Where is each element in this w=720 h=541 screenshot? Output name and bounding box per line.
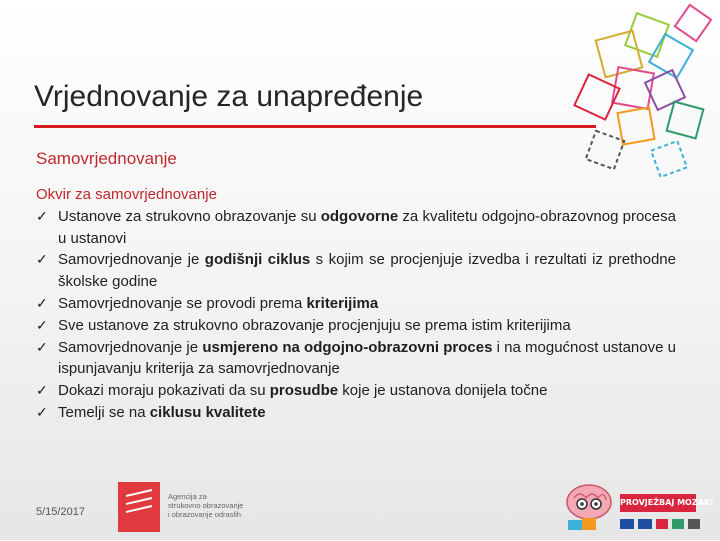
bullet-text-run: Samovrjednovanje je [58, 338, 203, 356]
checkmark-icon: ✓ [36, 207, 48, 224]
bullet-text-run: Sve ustanove za strukovno obrazovanje procjenjuju se prema istim kriterijima [58, 316, 571, 334]
bullet-text [58, 251, 676, 290]
slide-title: Vrjednovanje za unapređenje [34, 80, 424, 113]
bullet-text-run: koje je ustanova donijela točne [338, 382, 548, 400]
bullet-bold-text: ciklusu kvalitete [149, 403, 266, 421]
title-underline [34, 125, 596, 128]
bullet-text-run: Temelji se na [58, 403, 150, 421]
bullet-text [58, 317, 571, 334]
agency-logo-text [168, 492, 243, 519]
checkmark-icon: ✓ [36, 403, 48, 420]
checkmark-icon: ✓ [36, 382, 48, 399]
bullet-bold-text: usmjereno na odgojno-obrazovni proces [202, 338, 493, 356]
section-heading: Okvir za samovrjednovanje [36, 186, 217, 203]
bullet-list [36, 206, 676, 424]
bullet-text-run: za kvalitetu odgojno-obrazovnog procesa u ustanovi [58, 207, 676, 247]
badge-label: PROVJEŽBAJ MOZAK! [620, 494, 696, 512]
bullet-item [36, 249, 676, 293]
logo-line: i obrazovanje odraslih [168, 510, 241, 519]
bullet-bold-text: kriterijima [306, 294, 379, 312]
checkmark-icon: ✓ [36, 294, 48, 311]
bullet-text-run: Ustanove za strukovno obrazovanje su [58, 207, 321, 225]
bullet-text-run: Dokazi moraju pokazivati da su [58, 382, 270, 400]
decorative-squares-graphic [560, 0, 720, 200]
bullet-bold-text: prosudbe [269, 382, 339, 400]
bullet-item [36, 315, 676, 337]
slide-body [36, 184, 676, 424]
brain-mascot-icon [560, 480, 618, 536]
agency-logo [118, 482, 254, 534]
bullet-bold-text: godišnji ciklus [204, 251, 311, 269]
bullet-text [58, 339, 676, 378]
checkmark-icon: ✓ [36, 251, 48, 268]
bullet-bold-text: odgovorne [320, 207, 399, 225]
bullet-text-run: s kojim se procjenjuje izvedba i rezultati iz prethodne školske godine [58, 251, 676, 291]
checkmark-icon: ✓ [36, 338, 48, 355]
logo-line: strukovno obrazovanje [168, 501, 244, 510]
logo-line: Agencija za [168, 492, 207, 501]
bullet-item [36, 206, 676, 250]
footer-date: 5/15/2017 [36, 506, 85, 518]
bullet-item [36, 337, 676, 381]
checkmark-icon: ✓ [36, 316, 48, 333]
bullet-item [36, 402, 676, 424]
partner-logos-icon [620, 518, 700, 530]
agency-logo-mark-icon [118, 482, 160, 532]
bullet-text [58, 404, 266, 421]
bullet-text [58, 208, 676, 247]
bullet-text [58, 295, 378, 312]
bullet-text-run: Samovrjednovanje je [58, 251, 205, 269]
bullet-item [36, 380, 676, 402]
bullet-item [36, 293, 676, 315]
slide-subtitle: Samovrjednovanje [36, 149, 177, 168]
bullet-text-run: i na mogućnost ustanove u ispunjavanju kriterija za samovrjednovanje [58, 338, 676, 378]
bullet-text-run: Samovrjednovanje se provodi prema [58, 294, 307, 312]
bullet-text [58, 382, 547, 399]
brain-training-badge [560, 480, 714, 536]
